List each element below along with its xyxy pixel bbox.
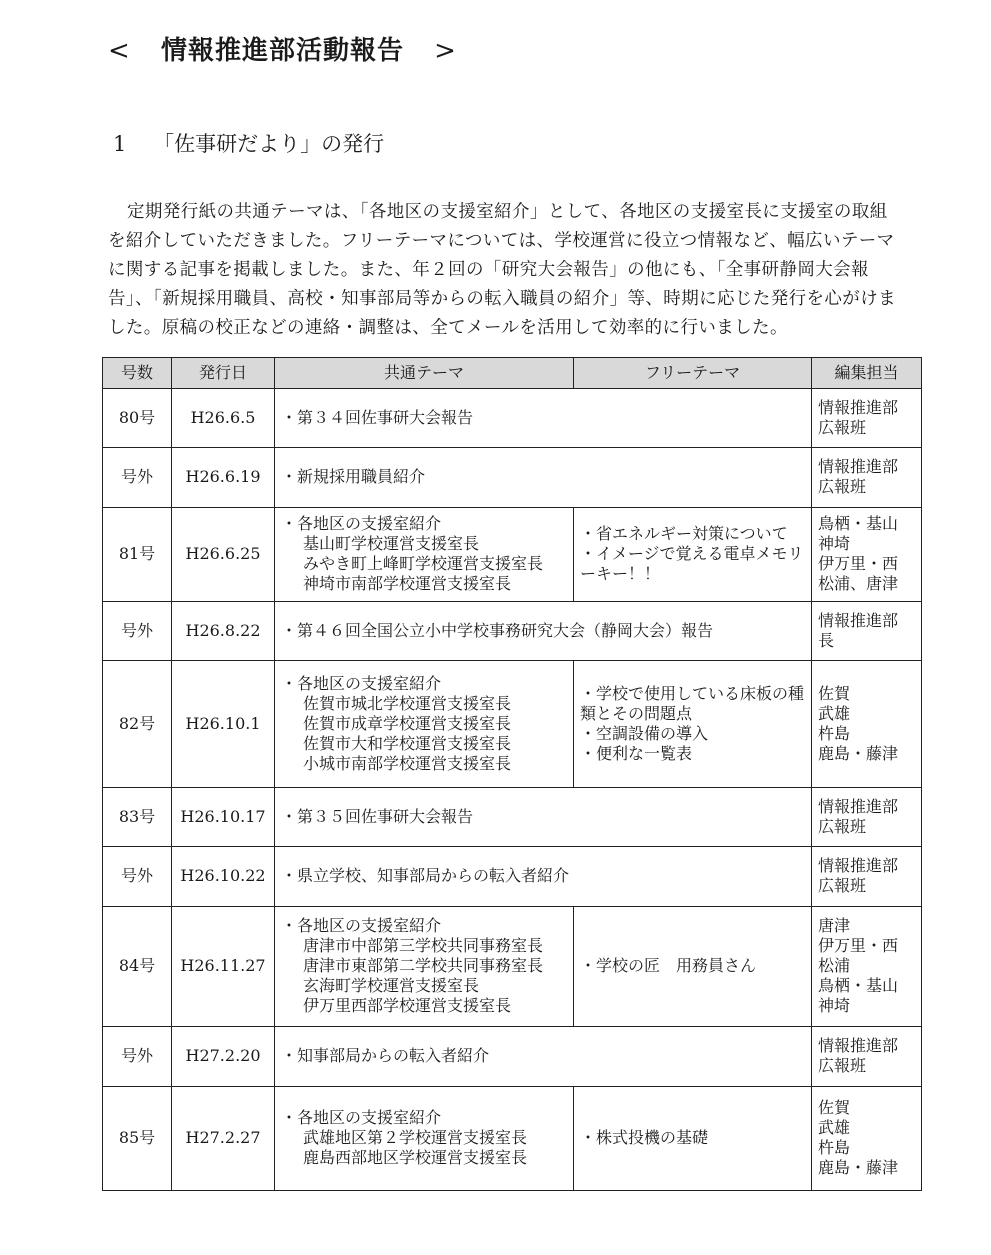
page-title [108, 30, 457, 67]
date-cell: H26.10.22 [172, 847, 275, 906]
date-cell: H26.6.19 [172, 448, 275, 507]
free-theme-cell: ・株式投機の基礎 [574, 1086, 812, 1190]
common-theme-cell: ・各地区の支援室紹介 唐津市中部第三学校共同事務室長 唐津市東部第二学校共同事務室長 玄海町学校運営支援室長 伊万里西部学校運営支援室長 [275, 906, 574, 1027]
table-row [103, 661, 922, 788]
issue-cell: 号外 [103, 448, 172, 507]
issue-cell: 81号 [103, 507, 172, 601]
editor-cell: 情報推進部 広報班 [812, 448, 922, 507]
common-theme-cell: ・新規採用職員紹介 [275, 448, 812, 507]
issue-cell: 号外 [103, 847, 172, 906]
editor-cell: 情報推進部 広報班 [812, 847, 922, 906]
common-theme-cell: ・各地区の支援室紹介 佐賀市城北学校運営支援室長 佐賀市成章学校運営支援室長 佐賀市大和学校運営支援室長 小城市南部学校運営支援室長 [275, 661, 574, 788]
issue-cell: 83号 [103, 787, 172, 846]
common-theme-cell: ・各地区の支援室紹介 武雄地区第２学校運営支援室長 鹿島西部地区学校運営支援室長 [275, 1086, 574, 1190]
header-common-theme: 共通テーマ [275, 358, 574, 389]
title-text: 情報推進部活動報告 [160, 36, 404, 66]
table-row [103, 1027, 922, 1086]
date-cell: H26.11.27 [172, 906, 275, 1027]
table-row [103, 1086, 922, 1190]
table-row [103, 507, 922, 601]
editor-cell: 唐津 伊万里・西 松浦 鳥栖・基山 神埼 [812, 906, 922, 1027]
newsletter-table [102, 357, 922, 1191]
editor-cell: 情報推進部 長 [812, 601, 922, 660]
date-cell: H26.10.17 [172, 787, 275, 846]
issue-cell: 80号 [103, 389, 172, 448]
editor-cell: 佐賀 武雄 杵島 鹿島・藤津 [812, 661, 922, 788]
free-theme-cell: ・学校で使用している床板の種類とその問題点 ・空調設備の導入 ・便利な一覧表 [574, 661, 812, 788]
common-theme-cell: ・第３５回佐事研大会報告 [275, 787, 812, 846]
issue-cell: 号外 [103, 601, 172, 660]
date-cell: H27.2.20 [172, 1027, 275, 1086]
issue-cell: 号外 [103, 1027, 172, 1086]
common-theme-cell: ・第４６回全国公立小中学校事務研究大会（静岡大会）報告 [275, 601, 812, 660]
section-number: 1 [113, 132, 127, 156]
table-row [103, 787, 922, 846]
date-cell: H27.2.27 [172, 1086, 275, 1190]
editor-cell: 情報推進部 広報班 [812, 389, 922, 448]
date-cell: H26.6.25 [172, 507, 275, 601]
issue-cell: 85号 [103, 1086, 172, 1190]
editor-cell: 佐賀 武雄 杵島 鹿島・藤津 [812, 1086, 922, 1190]
date-cell: H26.10.1 [172, 661, 275, 788]
header-editor: 編集担当 [812, 358, 922, 389]
section-heading-text: 「佐事研だより」の発行 [153, 132, 385, 156]
issue-cell: 84号 [103, 906, 172, 1027]
free-theme-cell: ・省エネルギー対策について ・イメージで覚える電卓メモリーキー！！ [574, 507, 812, 601]
date-cell: H26.8.22 [172, 601, 275, 660]
section-heading [113, 128, 384, 158]
common-theme-cell: ・各地区の支援室紹介 基山町学校運営支援室長 みやき町上峰町学校運営支援室長 神埼市南部学校運営支援室長 [275, 507, 574, 601]
table-row [103, 389, 922, 448]
header-free-theme: フリーテーマ [574, 358, 812, 389]
date-cell: H26.6.5 [172, 389, 275, 448]
table-row [103, 906, 922, 1027]
title-open-bracket: < [108, 36, 131, 66]
common-theme-cell: ・第３４回佐事研大会報告 [275, 389, 812, 448]
issue-cell: 82号 [103, 661, 172, 788]
header-issue: 号数 [103, 358, 172, 389]
table-row [103, 448, 922, 507]
intro-paragraph: 定期発行紙の共通テーマは、「各地区の支援室紹介」として、各地区の支援室長に支援室の取組を紹介していただきました。フリーテーマについては、学校運営に役立つ情報など、幅広いテーマに関する記事を掲載しました。また、年２回の「研究大会報告」の他にも、「全事研静岡大会報告」、「新規採用職員、高校・知事部局等からの転入職員の紹介」等、時期に応じた発行を心がけました。原稿の校正などの連絡・調整は、全てメールを活用して効率的に行いました。 [108, 202, 896, 338]
table-header-row [103, 358, 922, 389]
table-row [103, 601, 922, 660]
header-date: 発行日 [172, 358, 275, 389]
common-theme-cell: ・県立学校、知事部局からの転入者紹介 [275, 847, 812, 906]
common-theme-cell: ・知事部局からの転入者紹介 [275, 1027, 812, 1086]
free-theme-cell: ・学校の匠 用務員さん [574, 906, 812, 1027]
title-close-bracket: > [434, 36, 457, 66]
editor-cell: 鳥栖・基山 神埼 伊万里・西 松浦、唐津 [812, 507, 922, 601]
editor-cell: 情報推進部 広報班 [812, 1027, 922, 1086]
table-row [103, 847, 922, 906]
editor-cell: 情報推進部 広報班 [812, 787, 922, 846]
